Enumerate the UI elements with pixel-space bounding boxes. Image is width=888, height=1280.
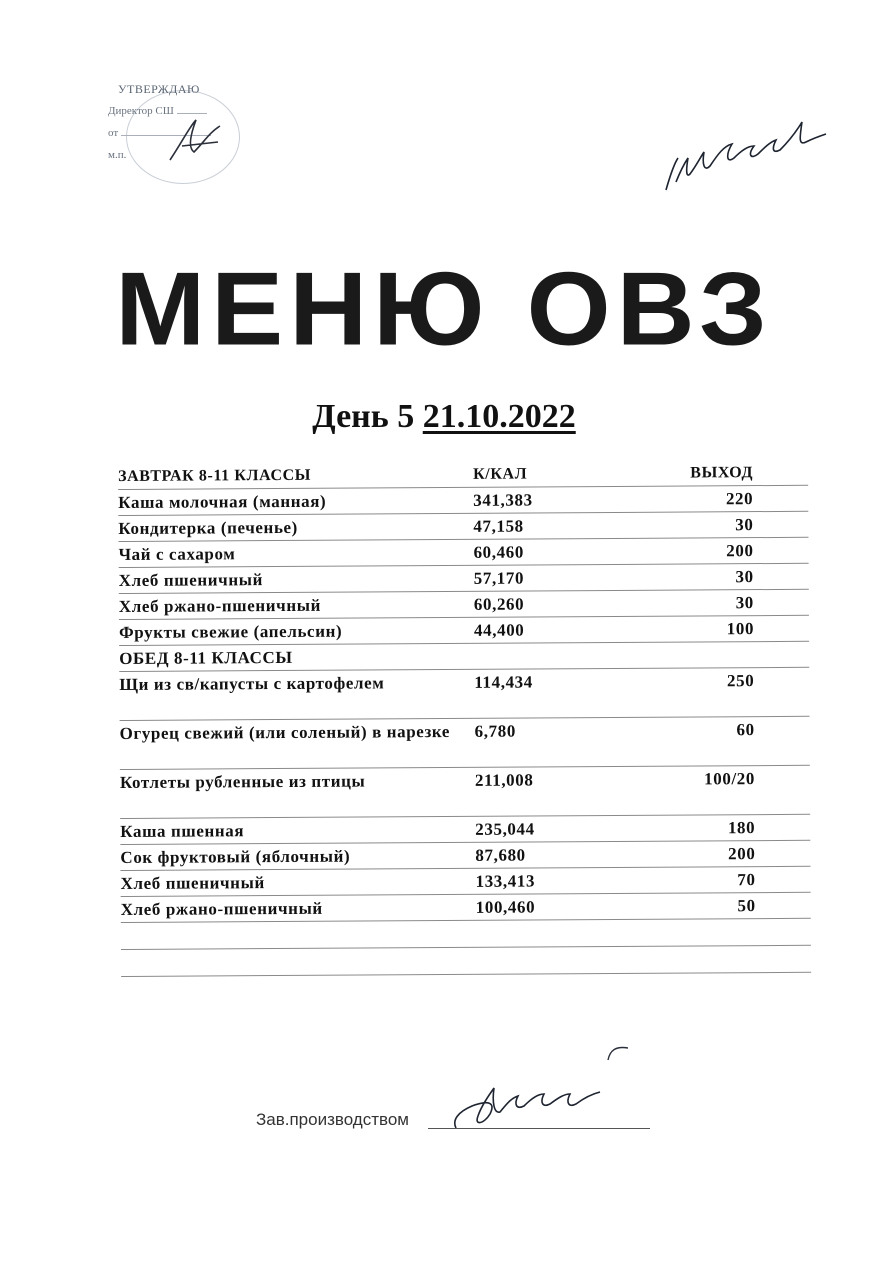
dish-name: Хлеб пшеничный xyxy=(118,570,264,590)
dish-output: 30 xyxy=(735,567,754,587)
dish-name: Сок фруктовый (яблочный) xyxy=(120,846,351,867)
menu-table xyxy=(118,460,811,977)
day-subtitle xyxy=(0,398,888,436)
dish-output: 60 xyxy=(736,720,755,740)
dish-output: 220 xyxy=(725,489,754,509)
production-head-signature xyxy=(448,1040,628,1140)
signature-line xyxy=(428,1128,650,1129)
dish-name: Чай с сахаром xyxy=(118,544,236,564)
dish-kcal: 47,158 xyxy=(473,516,524,536)
dish-output: 30 xyxy=(735,515,754,535)
dish-kcal: 133,413 xyxy=(475,871,536,891)
dish-output: 200 xyxy=(728,844,756,864)
dish-kcal: 60,260 xyxy=(473,594,525,614)
dish-name: Огурец свежий (или соленый) в нарезке xyxy=(119,721,451,743)
dish-name: Хлеб пшеничный xyxy=(120,873,265,893)
kcal-column-header: К/КАЛ xyxy=(473,465,528,483)
breakfast-header: ЗАВТРАК 8-11 КЛАССЫ xyxy=(118,466,312,485)
dish-output: 180 xyxy=(727,818,756,838)
dish-output: 100 xyxy=(726,619,755,639)
table-row xyxy=(119,668,809,721)
dish-name: Фрукты свежие (апельсин) xyxy=(118,621,343,642)
handwritten-signature-ivanov xyxy=(660,112,830,202)
dish-kcal: 114,434 xyxy=(474,672,533,692)
day-date: 21.10.2022 xyxy=(422,398,576,435)
table-row xyxy=(120,717,810,770)
dish-name: Кондитерка (печенье) xyxy=(118,517,298,538)
stamp-director-label: Директор СШ xyxy=(108,105,174,117)
dish-kcal: 341,383 xyxy=(473,490,533,510)
footer xyxy=(256,1110,409,1130)
dish-name: Хлеб ржано-пшеничный xyxy=(118,595,322,616)
dish-kcal: 57,170 xyxy=(473,568,525,588)
dish-kcal: 211,008 xyxy=(474,770,534,790)
dish-output: 50 xyxy=(737,896,756,916)
empty-table-row xyxy=(121,946,811,977)
dish-kcal: 235,044 xyxy=(475,819,535,839)
dish-name: Котлеты рубленные из птицы xyxy=(119,771,366,792)
empty-table-row xyxy=(121,919,811,950)
dish-name: Хлеб ржано-пшеничный xyxy=(120,898,323,919)
dish-output: 100/20 xyxy=(704,769,755,789)
dish-output: 200 xyxy=(726,541,754,561)
stamp-from-label: от xyxy=(108,127,119,139)
dish-name: Каша пшенная xyxy=(120,821,245,841)
dish-kcal: 100,460 xyxy=(475,897,536,917)
director-signature xyxy=(160,112,230,172)
table-row xyxy=(120,766,810,819)
dish-output: 70 xyxy=(737,870,756,890)
page-title: МЕНЮ ОВЗ xyxy=(115,250,773,367)
dish-kcal: 87,680 xyxy=(475,845,526,865)
dish-kcal: 6,780 xyxy=(474,721,516,741)
dish-name: Щи из св/капусты с картофелем xyxy=(119,673,385,694)
lunch-header: ОБЕД 8-11 КЛАССЫ xyxy=(119,647,293,668)
production-head-label: Зав.производством xyxy=(256,1110,409,1129)
stamp-approve-label: УТВЕРЖДАЮ xyxy=(118,82,200,96)
dish-output: 250 xyxy=(726,671,755,691)
dish-name: Каша молочная (манная) xyxy=(118,491,327,512)
dish-kcal: 60,460 xyxy=(473,542,524,562)
day-label: День 5 xyxy=(312,398,415,435)
output-column-header: ВЫХОД xyxy=(690,464,754,482)
stamp-mp-label: м.п. xyxy=(108,149,127,161)
dish-output: 30 xyxy=(735,593,754,613)
dish-kcal: 44,400 xyxy=(473,620,525,640)
